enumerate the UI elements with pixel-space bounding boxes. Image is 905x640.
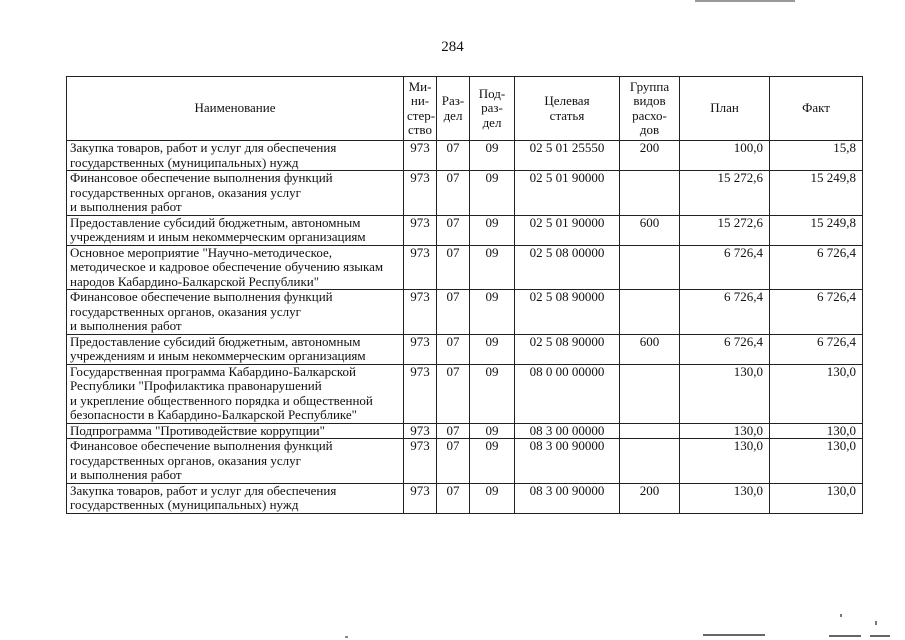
cell-fact: 15 249,8 (770, 171, 863, 216)
header-name: Наименование (67, 77, 404, 141)
cell-subsection: 09 (470, 171, 515, 216)
cell-name: Финансовое обеспечение выполнения функций государственных органов, оказания услуг и выполнения работ (67, 290, 404, 335)
cell-section: 07 (437, 215, 470, 245)
table-row (67, 439, 863, 484)
cell-ministry: 973 (404, 439, 437, 484)
cell-ministry: 973 (404, 423, 437, 439)
cell-group: 200 (620, 141, 680, 171)
cell-fact: 15 249,8 (770, 215, 863, 245)
cell-group (620, 439, 680, 484)
cell-subsection: 09 (470, 483, 515, 513)
cell-group: 600 (620, 215, 680, 245)
cell-group (620, 171, 680, 216)
cell-section: 07 (437, 439, 470, 484)
cell-ministry: 973 (404, 364, 437, 423)
cell-plan: 130,0 (680, 423, 770, 439)
cell-subsection: 09 (470, 334, 515, 364)
cell-section: 07 (437, 334, 470, 364)
cell-ministry: 973 (404, 483, 437, 513)
table-header (67, 77, 863, 141)
cell-ministry: 973 (404, 215, 437, 245)
budget-table (66, 76, 863, 514)
cell-section: 07 (437, 483, 470, 513)
cell-fact: 6 726,4 (770, 245, 863, 290)
cell-fact: 130,0 (770, 364, 863, 423)
cell-subsection: 09 (470, 423, 515, 439)
header-group: Группа видов расхо- дов (620, 77, 680, 141)
header-fact: Факт (770, 77, 863, 141)
cell-section: 07 (437, 423, 470, 439)
cell-group (620, 245, 680, 290)
header-target: Целевая статья (515, 77, 620, 141)
cell-group (620, 290, 680, 335)
cell-target: 02 5 01 25550 (515, 141, 620, 171)
cell-subsection: 09 (470, 290, 515, 335)
cell-group (620, 423, 680, 439)
cell-subsection: 09 (470, 215, 515, 245)
cell-subsection: 09 (470, 439, 515, 484)
cell-fact: 6 726,4 (770, 290, 863, 335)
cell-target: 08 3 00 90000 (515, 483, 620, 513)
header-plan: План (680, 77, 770, 141)
cell-subsection: 09 (470, 245, 515, 290)
cell-plan: 130,0 (680, 483, 770, 513)
cell-section: 07 (437, 141, 470, 171)
cell-name: Государственная программа Кабардино-Балкарской Республики "Профилактика правонарушений и укрепление общественного порядка и общественной безопасности в Кабардино-Балкарской Республике" (67, 364, 404, 423)
cell-ministry: 973 (404, 141, 437, 171)
table-row (67, 483, 863, 513)
table-row (67, 171, 863, 216)
cell-plan: 15 272,6 (680, 215, 770, 245)
page-number: 284 (441, 39, 464, 55)
cell-section: 07 (437, 364, 470, 423)
table-row (67, 334, 863, 364)
table-row (67, 141, 863, 171)
cell-group (620, 364, 680, 423)
cell-target: 02 5 08 90000 (515, 290, 620, 335)
cell-subsection: 09 (470, 364, 515, 423)
table-row (67, 245, 863, 290)
cell-name: Предоставление субсидий бюджетным, автономным учреждениям и иным некоммерческим организациям (67, 334, 404, 364)
cell-fact: 15,8 (770, 141, 863, 171)
cell-target: 02 5 01 90000 (515, 171, 620, 216)
cell-name: Финансовое обеспечение выполнения функций государственных органов, оказания услуг и выполнения работ (67, 171, 404, 216)
cell-plan: 6 726,4 (680, 290, 770, 335)
cell-name: Закупка товаров, работ и услуг для обеспечения государственных (муниципальных) нужд (67, 483, 404, 513)
cell-plan: 130,0 (680, 439, 770, 484)
table-row (67, 423, 863, 439)
cell-fact: 130,0 (770, 423, 863, 439)
table-row (67, 215, 863, 245)
cell-ministry: 973 (404, 245, 437, 290)
cell-target: 08 0 00 00000 (515, 364, 620, 423)
cell-name: Подпрограмма "Противодействие коррупции" (67, 423, 404, 439)
cell-plan: 130,0 (680, 364, 770, 423)
cell-target: 08 3 00 00000 (515, 423, 620, 439)
cell-name: Финансовое обеспечение выполнения функций государственных органов, оказания услуг и выполнения работ (67, 439, 404, 484)
header-row (67, 77, 863, 141)
cell-plan: 100,0 (680, 141, 770, 171)
cell-ministry: 973 (404, 290, 437, 335)
cell-group: 200 (620, 483, 680, 513)
cell-plan: 6 726,4 (680, 334, 770, 364)
cell-subsection: 09 (470, 141, 515, 171)
cell-fact: 130,0 (770, 439, 863, 484)
cell-ministry: 973 (404, 171, 437, 216)
cell-fact: 6 726,4 (770, 334, 863, 364)
cell-target: 02 5 08 00000 (515, 245, 620, 290)
table-row (67, 364, 863, 423)
cell-fact: 130,0 (770, 483, 863, 513)
cell-section: 07 (437, 245, 470, 290)
header-subsection: Под- раз- дел (470, 77, 515, 141)
cell-name: Закупка товаров, работ и услуг для обеспечения государственных (муниципальных) нужд (67, 141, 404, 171)
cell-section: 07 (437, 290, 470, 335)
header-ministry: Ми- ни- стер- ство (404, 77, 437, 141)
cell-target: 02 5 08 90000 (515, 334, 620, 364)
table-row (67, 290, 863, 335)
cell-target: 02 5 01 90000 (515, 215, 620, 245)
cell-target: 08 3 00 90000 (515, 439, 620, 484)
table-body (67, 141, 863, 514)
header-section: Раз- дел (437, 77, 470, 141)
cell-name: Основное мероприятие "Научно-методическое, методическое и кадровое обеспечение обучению языкам народов Кабардино-Балкарской Республики" (67, 245, 404, 290)
cell-group: 600 (620, 334, 680, 364)
cell-ministry: 973 (404, 334, 437, 364)
cell-plan: 15 272,6 (680, 171, 770, 216)
cell-section: 07 (437, 171, 470, 216)
cell-plan: 6 726,4 (680, 245, 770, 290)
cell-name: Предоставление субсидий бюджетным, автономным учреждениям и иным некоммерческим организациям (67, 215, 404, 245)
